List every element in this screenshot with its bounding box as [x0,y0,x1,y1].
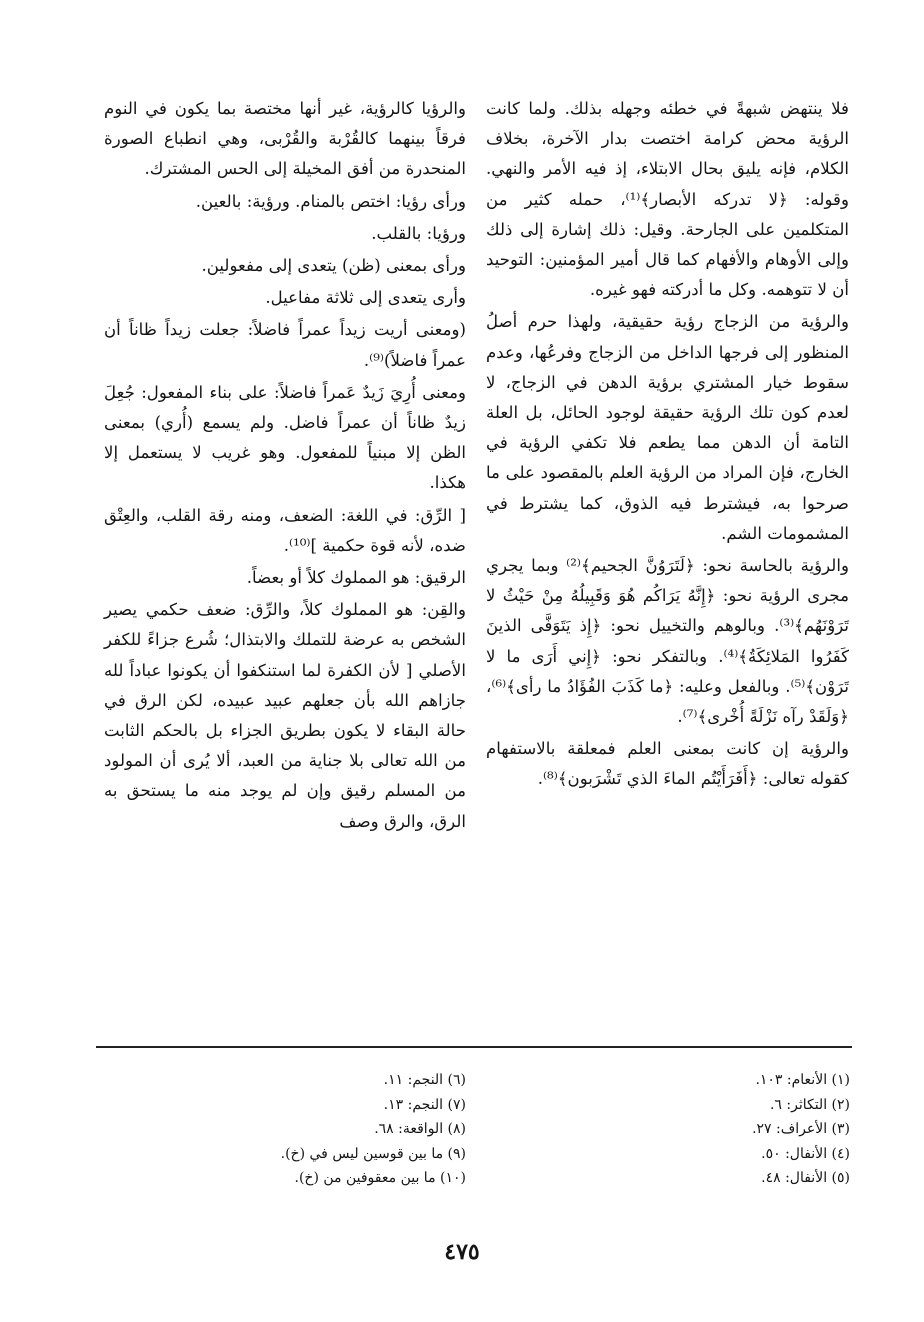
footnote: (١٠) ما بين معقوفين من (خ). [294,1170,466,1187]
paragraph: والقِن: هو المملوك كلاً، والرِّق: ضعف حكمي يصير الشخص به عرضة للتملك والابتذال؛ شُرع جزاءً للكفر الأصلي [ لأن الكفرة لما استنكفوا أن يكونوا عباداً لله جازاهم الله بأن جعلهم عبيد عبيده، لكن الرق في حالة البقاء لا يكون بطريق الجزاء بل بالحكم الثابت من الله تعالى بلا جناية من العبد، ألا يُرى أن المولود من المسلم رقيق وإن لم يوجد منه ما يستحق به الرق، والرق وصف [104,600,466,831]
footnote: (٢) التكاثر: ٦. [769,1096,850,1113]
paragraph: والرؤيا كالرؤية، غير أنها مختصة بما يكون في النوم فرقاً بينهما كالقُرْبة والقُرْبى، وهي انطباع الصورة المنحدرة من أفق المخيلة إلى الحس المشترك. [104,99,466,179]
page-number: ٤٧٥ [444,1239,480,1265]
footnote: (٨) الواقعة: ٦٨. [374,1121,466,1138]
right-text-column [486,94,849,795]
paragraph: والرؤية إن كانت بمعنى العلم فمعلقة بالاستفهام كقوله تعالى: ﴿أَفَرَأَيْتُم الماءَ الذي تَشْرَبون﴾⁽⁸⁾. [486,739,849,789]
footnote: (٥) الأنفال: ٤٨. [761,1170,850,1187]
paragraph: (ومعنى أريت زيداً عمراً فاضلاً: جعلت زيداً ظاناً أن عمراً فاضلاً)⁽⁹⁾. [104,320,466,370]
paragraph: ومعنى أُرِيَ زَيدٌ عَمراً فاضلاً: على بناء المفعول: جُعِلَ زيدٌ ظاناً أن عمراً فاضل. ولم يسمع (أُري) بمعنى الظن إلا مبنياً للمفعول. وهو غريب لا يستعمل إلا هكذا. [104,382,466,493]
footnote: (١) الأنعام: ١٠٣. [755,1072,850,1088]
footnotes-left [210,1068,466,1191]
left-text-column [104,94,466,837]
paragraph: ورأى بمعنى (ظن) يتعدى إلى مفعولين. [201,256,466,276]
footnote: (٣) الأعراف: ٢٧. [752,1121,850,1138]
paragraph: ورؤيا: بالقلب. [371,223,466,243]
paragraph: وأرى يتعدى إلى ثلاثة مفاعيل. [265,288,466,308]
paragraph: [ الرِّق: في اللغة: الضعف، ومنه رقة القلب، والعِتْق ضده، لأنه قوة حكمية ]⁽¹⁰⁾. [104,505,466,555]
paragraph: والرؤية بالحاسة نحو: ﴿لَتَرَوُنَّ الجحيم﴾⁽²⁾ وبما يجري مجرى الرؤية نحو: ﴿إِنَّهُ يَرَاكُم هُوَ وَقَبِيلُهُ مِنْ حَيْثُ لا تَرَوْنَهُم﴾⁽³⁾. وبالوهم والتخييل نحو: ﴿إِذ يَتَوَفَّى الذينَ كَفَرُوا المَلائِكَةُ﴾⁽⁴⁾. وبالتفكر نحو: ﴿إِني أَرَى ما لا تَرَوْن﴾⁽⁵⁾. وبالفعل وعليه: ﴿ما كَذَبَ الفُؤَادُ ما رأى﴾⁽⁶⁾، ﴿وَلَقَدْ رآه نَزْلَةً أُخْرى﴾⁽⁷⁾. [486,556,849,727]
footnote: (٤) الأنفال: ٥٠. [761,1145,850,1162]
footnote: (٦) النجم: ١١. [383,1072,466,1088]
paragraph: الرقيق: هو المملوك كلاً أو بعضاً. [246,568,466,588]
paragraph: والرؤية من الزجاج رؤية حقيقية، ولهذا حرم أصلُ المنظور إلى فرجها الداخل من الزجاج وفرعُها، وعدم سقوط خيار المشتري برؤية الدهن في الزجاج، لا لعدم كون تلك الرؤية حقيقة لوجود الحائل، بل العلة التامة أن الدهن مما يطعم فلا تكفي الرؤية في الخارج، فإن المراد من الرؤية العلم بالمقصود على ما صرحوا به، فيشترط فيه الذوق، كما يشترط في المشمومات الشم. [486,312,849,543]
footnote: (٩) ما بين قوسين ليس في (خ). [280,1145,466,1162]
paragraph: فلا ينتهض شبهةً في خطئه وجهله بذلك. ولما كانت الرؤية محض كرامة اختصت بدار الآخرة، بخلاف الكلام، فإنه يليق بحال الابتلاء، إذ فيه الأمر والنهي. وقوله: ﴿لا تدركه الأبصار﴾⁽¹⁾، حمله كثير من المتكلمين على الجارحة. وقيل: ذلك إشارة إلى ذلك وإلى الأوهام والأفهام كما قال أمير المؤمنين: التوحيد أن لا تتوهمه. وكل ما أدركته فهو غيره. [486,99,849,300]
footnotes-right [560,1068,850,1191]
paragraph: ورأى رؤيا: اختص بالمنام. ورؤية: بالعين. [195,191,466,211]
footnote-divider [96,1046,852,1048]
footnote: (٧) النجم: ١٣. [383,1096,466,1113]
